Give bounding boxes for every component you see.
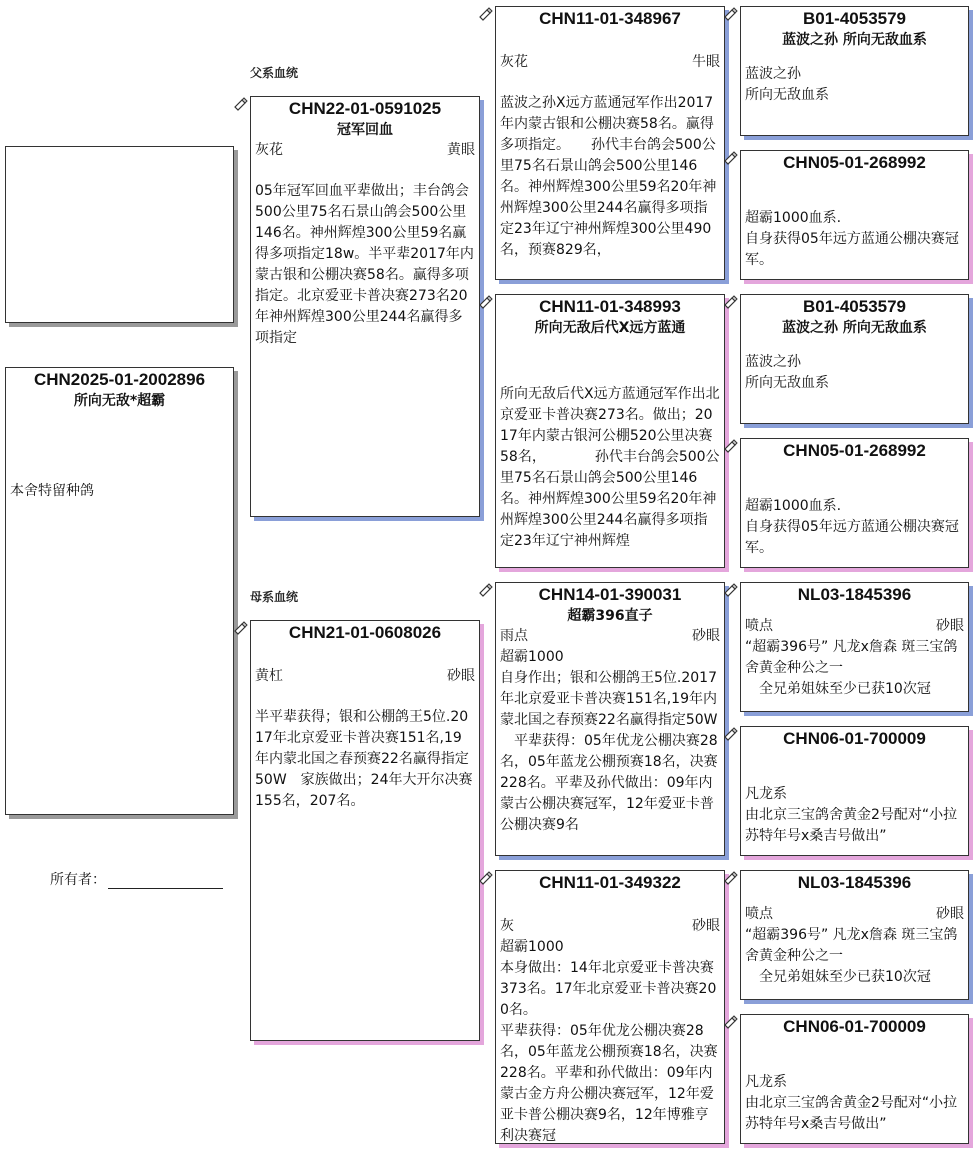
ss-card[interactable] (495, 6, 725, 280)
dd-color: 灰 (500, 918, 514, 934)
dd-desc: 超霸1000 本身做出：14年北京爱亚卡普决赛373名。17年北京爱亚卡普决赛200名。 平辈获得：05年优龙公棚决赛28名，05年蓝龙公棚预赛18名，决赛228名。平辈和孙代做出：09年内蒙古金方舟公棚决赛冠军，12年爱亚卡普公棚决赛9名，12年博雅亨利决赛冠 (500, 939, 718, 1144)
ss-eye: 牛眼 (692, 54, 720, 70)
sd-name: 所向无敌后代X远方蓝通 (534, 320, 686, 336)
subject-card[interactable] (5, 367, 234, 815)
ssd-card[interactable] (740, 150, 969, 280)
dss-eye: 砂眼 (936, 618, 964, 634)
dd-eye: 砂眼 (692, 918, 720, 934)
ddd-desc: 凡龙系 由北京三宝鸽舍黄金2号配对“小拉苏特年号x桑吉号做出” (745, 1074, 958, 1132)
subject-name: 所向无敌*超霸 (73, 393, 166, 409)
dss-id: NL03-1845396 (797, 585, 912, 604)
pencil-icon[interactable] (723, 870, 739, 886)
ddd-card[interactable] (740, 1014, 969, 1144)
sd-card[interactable] (495, 294, 725, 568)
pencil-icon[interactable] (478, 582, 494, 598)
dam-id: CHN21-01-0608026 (288, 623, 442, 642)
pencil-icon[interactable] (723, 726, 739, 742)
dam-color: 黄杠 (255, 668, 283, 684)
dam-line-label: 母系血统 (250, 590, 299, 604)
pencil-icon[interactable] (233, 96, 249, 112)
dds-id: NL03-1845396 (797, 873, 912, 892)
dds-eye: 砂眼 (936, 906, 964, 922)
sire-eye: 黄眼 (447, 142, 475, 158)
ss-desc: 蓝波之孙X远方蓝通冠军作出2017年内蒙古银和公棚决赛58名。赢得多项指定。 孙代丰台鸽会500公里75名石景山鸽会500公里146名。神州辉煌300公里59名20年神州辉煌300公里244名赢得多项指定23年辽宁神州辉煌300公里490名，预赛829名， (500, 95, 717, 258)
ds-name: 超霸396直子 (567, 608, 653, 624)
dam-desc: 半平辈获得；银和公棚鸽王5位.2017年北京爱亚卡普决赛151名,19年内蒙北国之春预赛22名赢得指定50W 家族做出；24年大开尔决赛155名，207名。 (255, 709, 473, 809)
dss-desc: “超霸396号” 凡龙x詹森 斑三宝鸽舍黄金种公之一 全兄弟姐妹至少已获10次冠 (745, 639, 958, 697)
dds-color: 喷点 (745, 906, 773, 922)
owner-label: 所有者： (50, 872, 106, 888)
ds-desc: 超霸1000 自身作出；银和公棚鸽王5位.2017年北京爱亚卡普决赛151名,19年内蒙北国之春预赛22名赢得指定50W 平辈获得：05年优龙公棚决赛28名，05年蓝龙公棚预赛18名，决赛228名。平辈及孙代做出：09年内蒙古公棚决赛冠军，12年爱亚卡普公棚决赛9名 (500, 649, 718, 833)
ds-eye: 砂眼 (692, 628, 720, 644)
dss-color: 喷点 (745, 618, 773, 634)
owner-field[interactable] (50, 869, 223, 889)
ss-id: CHN11-01-348967 (539, 9, 681, 28)
dam-card[interactable] (250, 620, 480, 1041)
dd-card[interactable] (495, 870, 725, 1144)
sdd-desc: 超霸1000血系. 自身获得05年远方蓝通公棚决赛冠军。 (745, 498, 959, 556)
ss-color: 灰花 (500, 54, 528, 70)
ds-card[interactable] (495, 582, 725, 856)
sire-desc: 05年冠军回血平辈做出；丰台鸽会500公里75名石景山鸽会500公里146名。神州辉煌300公里59名赢得多项指定18w。半平辈2017年内蒙古银和公棚决赛58名。赢得多项指定。北京爱亚卡普决赛273名20年神州辉煌300公里244名赢得多项指定 (255, 183, 474, 346)
dds-desc: “超霸396号” 凡龙x詹森 斑三宝鸽舍黄金种公之一 全兄弟姐妹至少已获10次冠 (745, 927, 958, 985)
dsd-card[interactable] (740, 726, 969, 856)
sire-card[interactable] (250, 96, 480, 517)
ssd-id: CHN05-01-268992 (783, 153, 926, 172)
owner-line (108, 874, 223, 889)
pencil-icon[interactable] (478, 294, 494, 310)
sd-desc: 所向无敌后代X远方蓝通冠军作出北京爱亚卡普决赛273名。做出；2017年内蒙古银河公棚520公里决赛58名， 孙代丰台鸽会500公里75名石景山鸽会500公里146名。神州辉煌300公里59名20年神州辉煌300公里244名赢得多项指定23年辽宁神州辉煌 (500, 386, 720, 549)
dds-card[interactable] (740, 870, 969, 1000)
ssd-desc: 超霸1000血系. 自身获得05年远方蓝通公棚决赛冠军。 (745, 210, 959, 268)
sire-id: CHN22-01-0591025 (288, 99, 442, 118)
ddd-id: CHN06-01-700009 (783, 1017, 926, 1036)
pencil-icon[interactable] (723, 294, 739, 310)
pencil-icon[interactable] (723, 6, 739, 22)
sss-desc: 蓝波之孙 所向无敌血系 (745, 66, 829, 103)
pencil-icon[interactable] (723, 438, 739, 454)
pencil-icon[interactable] (478, 6, 494, 22)
sd-id: CHN11-01-348993 (539, 297, 681, 316)
subject-desc: 本舍特留种鸽 (10, 483, 94, 499)
pencil-icon[interactable] (233, 620, 249, 636)
ds-color: 雨点 (500, 628, 528, 644)
dam-eye: 砂眼 (447, 668, 475, 684)
pencil-icon[interactable] (723, 1014, 739, 1030)
sire-name: 冠军回血 (337, 122, 393, 138)
sdd-card[interactable] (740, 438, 969, 568)
sdd-id: CHN05-01-268992 (783, 441, 926, 460)
pencil-icon[interactable] (723, 582, 739, 598)
sire-line-label: 父系血统 (250, 66, 299, 80)
sire-color: 灰花 (255, 142, 283, 158)
dd-id: CHN11-01-349322 (539, 873, 681, 892)
dss-card[interactable] (740, 582, 969, 712)
pencil-icon[interactable] (478, 870, 494, 886)
sds-id: B01-4053579 (802, 297, 907, 316)
dsd-desc: 凡龙系 由北京三宝鸽舍黄金2号配对“小拉苏特年号x桑吉号做出” (745, 786, 958, 844)
sss-card[interactable] (740, 6, 969, 136)
sss-name: 蓝波之孙 所向无敌血系 (782, 32, 927, 48)
subject-id: CHN2025-01-2002896 (33, 370, 206, 389)
sds-desc: 蓝波之孙 所向无敌血系 (745, 354, 829, 391)
sds-card[interactable] (740, 294, 969, 424)
sss-id: B01-4053579 (802, 9, 907, 28)
photo-box (5, 146, 234, 323)
dsd-id: CHN06-01-700009 (783, 729, 926, 748)
ds-id: CHN14-01-390031 (538, 585, 682, 604)
pencil-icon[interactable] (723, 150, 739, 166)
sds-name: 蓝波之孙 所向无敌血系 (782, 320, 927, 336)
